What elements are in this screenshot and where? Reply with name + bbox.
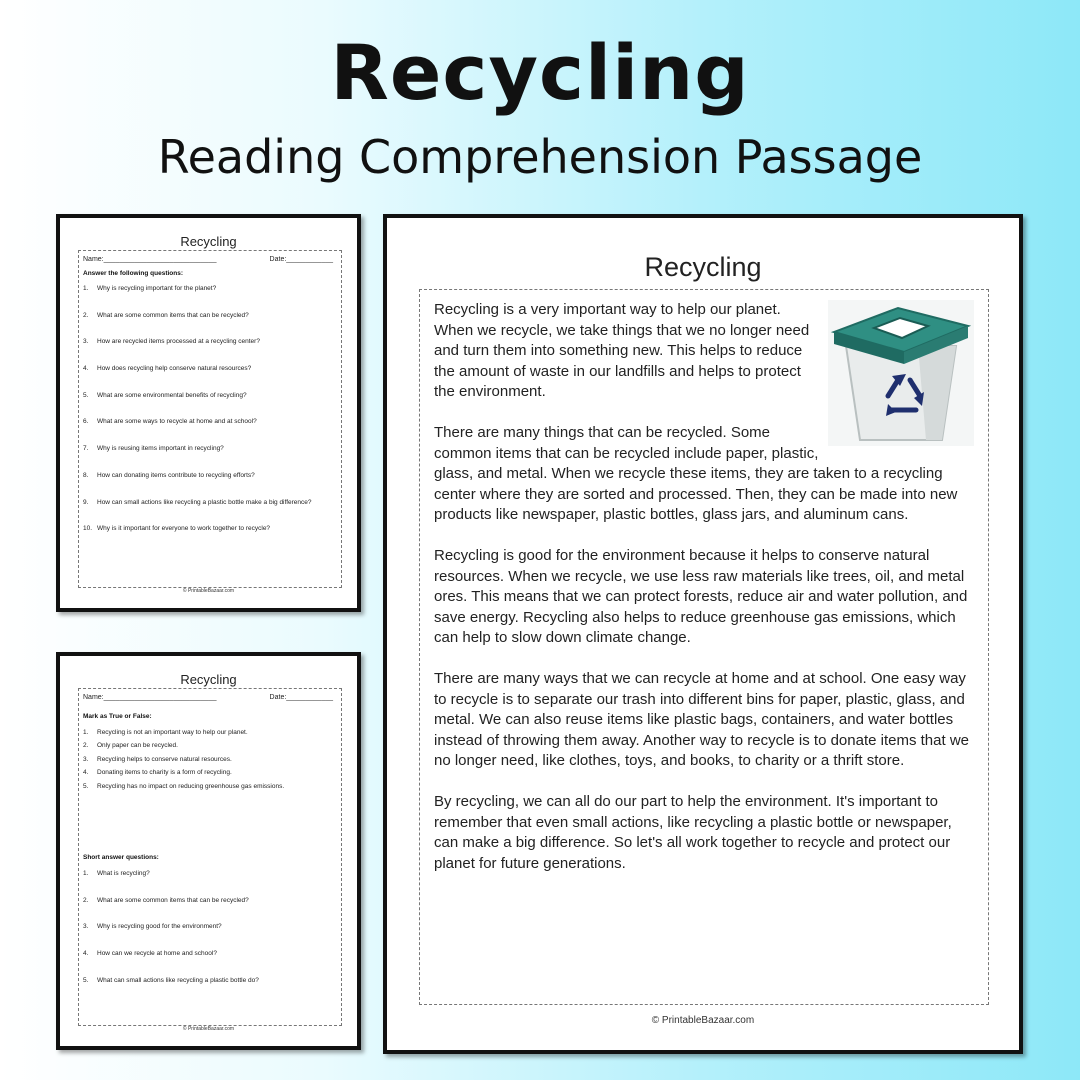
- question-item: 5. What are some environmental benefits of recycling?: [83, 391, 247, 399]
- short-answer-item: 3. Why is recycling good for the environment?: [83, 923, 222, 931]
- passage-paragraph: Recycling is a very important way to help our planet. When we recycle, we take things that we no longer need and turn them into something new. This helps to reduce the amount of waste in our landfills and helps to protect the environment.: [434, 301, 810, 400]
- question-list: [83, 285, 335, 552]
- name-label: Name:_____________________________: [83, 256, 217, 263]
- page-title: Recycling: [330, 28, 750, 117]
- short-answer-item: 2. What are some common items that can be recycled?: [83, 896, 249, 904]
- name-label: Name:_____________________________: [83, 694, 217, 701]
- date-label: Date:____________: [269, 694, 333, 701]
- true-false-item: 2. Only paper can be recycled.: [83, 742, 178, 750]
- date-label: Date:____________: [269, 256, 333, 263]
- passage-paragraph: There are many ways that we can recycle at home and at school. One easy way to recycle is to separate our trash into different bins for paper, plastic, glass, and metal. We can also reuse items like plastic bags, containers, and water bottles instead of throwing them away. Another way to recycle is to donate items that we no longer need, like clothes, toys, and books, to charity or a thrift store.: [434, 670, 969, 769]
- passage-border: [419, 289, 989, 1005]
- questions-heading: Answer the following questions:: [83, 270, 184, 277]
- passage-title: Recycling: [644, 252, 762, 282]
- question-item: 1. Why is recycling important for the planet?: [83, 285, 217, 292]
- passage-paragraph: There are many things that can be recycled. Some common items that can be recycled include paper, plastic, glass, and metal. When we recycle these items, they are taken to a recycling center where they are sorted and processed. Then, they can be made into new products like newspaper, plastic bottles, glass jars, and aluminum cans.: [434, 424, 958, 523]
- true-false-item: 4. Donating items to charity is a form of recycling.: [83, 769, 232, 777]
- question-item: 6. What are some ways to recycle at home and at school?: [83, 418, 257, 426]
- question-item: 2. What are some common items that can be recycled?: [83, 311, 249, 319]
- short-answer-list: [83, 870, 335, 1003]
- passage-body: [434, 300, 974, 895]
- worksheet-border: [78, 250, 342, 588]
- passage-paragraph: By recycling, we can all do our part to help the environment. It's important to remember that even small actions, like recycling a plastic bottle or newspaper, can make a big difference. So let's all work together to recycle and protect our planet for future generations.: [434, 793, 952, 872]
- question-item: 8. How can donating items contribute to recycling efforts?: [83, 471, 255, 479]
- recycling-bin-icon: [828, 300, 974, 446]
- worksheet-title: Recycling: [180, 672, 237, 687]
- passage-footer: © PrintableBazaar.com: [651, 1015, 755, 1026]
- worksheet-border: [78, 688, 342, 1026]
- worksheet-true-false-preview: [56, 652, 361, 1050]
- true-false-item: 5. Recycling has no impact on reducing greenhouse gas emissions.: [83, 782, 285, 790]
- name-date-row: [83, 256, 333, 263]
- passage-sheet-preview: [383, 214, 1023, 1054]
- worksheet-footer: © PrintableBazaar.com: [182, 588, 235, 594]
- page-subtitle: Reading Comprehension Passage: [157, 130, 923, 184]
- short-answer-item: 4. How can we recycle at home and school?: [83, 950, 217, 958]
- question-item: 4. How does recycling help conserve natural resources?: [83, 365, 252, 373]
- question-item: 3. How are recycled items processed at a recycling center?: [83, 338, 260, 346]
- true-false-heading: Mark as True or False:: [83, 713, 152, 720]
- question-item: 9. How can small actions like recycling a plastic bottle make a big difference?: [83, 498, 312, 506]
- short-answer-item: 1. What is recycling?: [83, 870, 150, 877]
- short-answer-item: 5. What can small actions like recycling a plastic bottle do?: [83, 976, 259, 984]
- passage-paragraph: Recycling is good for the environment because it helps to conserve natural resources. When we recycle, we use less raw materials like trees, oil, and metal ores. This means that we can protect forests, reduce air and water pollution, and save energy. Recycling also helps to reduce greenhouse gas emissions, which can help to slow down climate change.: [434, 547, 968, 646]
- question-item: 10. Why is it important for everyone to work together to recycle?: [83, 525, 271, 533]
- worksheet-title: Recycling: [180, 234, 237, 249]
- question-item: 7. Why is reusing items important in recycling?: [83, 445, 224, 453]
- true-false-item: 1. Recycling is not an important way to help our planet.: [83, 729, 248, 736]
- worksheet-questions-preview: [56, 214, 361, 612]
- name-date-row: [83, 694, 333, 701]
- true-false-item: 3. Recycling helps to conserve natural resources.: [83, 755, 232, 763]
- true-false-list: [83, 729, 335, 796]
- worksheet-footer: © PrintableBazaar.com: [182, 1026, 235, 1032]
- short-answer-heading: Short answer questions:: [83, 854, 159, 861]
